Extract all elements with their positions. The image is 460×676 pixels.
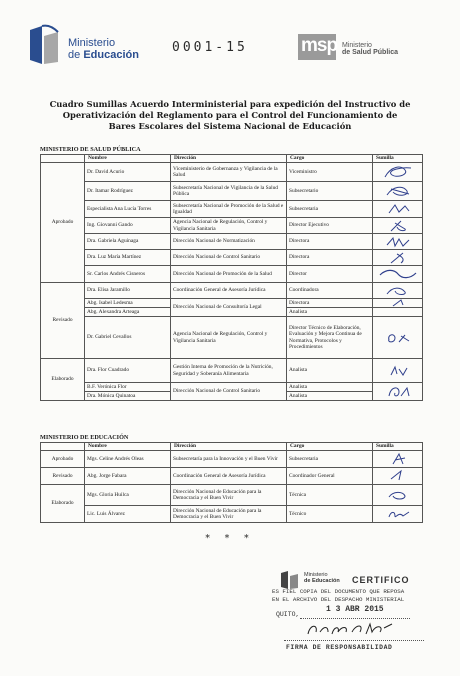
signature bbox=[373, 506, 423, 523]
direccion-cell: Dirección Nacional de Consultoría Legal bbox=[171, 299, 287, 317]
signature bbox=[373, 234, 423, 250]
table-row bbox=[41, 266, 423, 283]
title-line2: Operativización del Reglamento para el Control del Funcionamiento de bbox=[62, 110, 398, 120]
msp-logo bbox=[298, 32, 438, 68]
group-label: Aprobado bbox=[41, 451, 85, 468]
cargo-cell: Coordinador General bbox=[287, 468, 373, 485]
cargo-cell: Subsecretario bbox=[287, 182, 373, 201]
stamp-logo-line2: de Educación bbox=[304, 577, 340, 584]
direccion-cell: Agencia Nacional de Regulación, Control y Vigilancia Sanitaria bbox=[171, 317, 287, 359]
direccion-cell: Subsecretaría para la Innovación y el Buen Vivir bbox=[171, 451, 287, 468]
logo-line2-bold: Educación bbox=[83, 48, 139, 61]
direccion-cell: Dirección Nacional de Control Sanitario bbox=[171, 250, 287, 266]
msp-header-nombre: Nombre bbox=[85, 155, 171, 163]
cargo-cell: Directora bbox=[287, 234, 373, 250]
direccion-cell: Gestión Interna de Promoción de la Nutrición, Seguridad y Soberanía Alimentaria bbox=[171, 359, 287, 383]
table-row bbox=[41, 506, 423, 523]
nombre-cell: Mgs. Celine Andrés Oleas bbox=[85, 451, 171, 468]
signature bbox=[373, 451, 423, 468]
cargo-cell: Directora bbox=[287, 250, 373, 266]
stamp-line2: EN EL ARCHIVO DEL DESPACHO MINISTERIAL bbox=[272, 596, 405, 603]
group-label: Revisado bbox=[41, 283, 85, 359]
cargo-cell: Director Ejecutivo bbox=[287, 218, 373, 234]
table-row bbox=[41, 234, 423, 250]
cargo-cell: Analista bbox=[287, 383, 373, 392]
cargo-cell: Analista bbox=[287, 308, 373, 317]
title-line3: Bares Escolares del Sistema Nacional de Educación bbox=[108, 121, 352, 131]
nombre-cell: Especialista Ana Lucía Torres bbox=[85, 201, 171, 218]
nombre-cell: Dra. Luz María Martínez bbox=[85, 250, 171, 266]
nombre-cell: Abg. Jorge Fabara bbox=[85, 468, 171, 485]
direccion-cell: Agencia Nacional de Regulación, Control y Vigilancia Sanitaria bbox=[171, 218, 287, 234]
nombre-cell: Dra. Elisa Jaramillo bbox=[85, 283, 171, 299]
stamp-date-line bbox=[300, 618, 410, 619]
table-row bbox=[41, 283, 423, 299]
msp-header-group bbox=[41, 155, 85, 163]
mineduc-header-direccion: Dirección bbox=[171, 443, 287, 451]
signature bbox=[373, 468, 423, 485]
stamp-footer: FIRMA DE RESPONSABILIDAD bbox=[286, 644, 393, 651]
direccion-cell: Subsecretaría Nacional de Vigilancia de la Salud Pública bbox=[171, 182, 287, 201]
nombre-cell: Abg. Alexandra Arteaga bbox=[85, 308, 171, 317]
ministerio-educacion-logo bbox=[28, 24, 148, 70]
logo-emblem-icon bbox=[28, 24, 68, 68]
mineduc-table bbox=[40, 442, 423, 523]
direccion-cell: Dirección Nacional de Promoción de la Salud bbox=[171, 266, 287, 283]
nombre-cell: Dr. Itamar Rodríguez bbox=[85, 182, 171, 201]
nombre-cell: Lic. Luis Álvarez bbox=[85, 506, 171, 523]
logo-line2-prefix: de bbox=[68, 48, 81, 61]
table-row bbox=[41, 299, 423, 308]
direccion-cell: Viceministerio de Gobernanza y Vigilancia de la Salud bbox=[171, 163, 287, 182]
signature bbox=[373, 163, 423, 182]
mineduc-section-heading: MINISTERIO DE EDUCACIÓN bbox=[40, 434, 129, 441]
nombre-cell: Dra. Flor Cuadrado bbox=[85, 359, 171, 383]
table-row bbox=[41, 250, 423, 266]
certification-stamp bbox=[270, 566, 445, 666]
table-row bbox=[41, 359, 423, 383]
msp-header-direccion: Dirección bbox=[171, 155, 287, 163]
nombre-cell: Dra. Mónica Quinatoa bbox=[85, 392, 171, 401]
signature bbox=[373, 250, 423, 266]
cargo-cell: Viceministro bbox=[287, 163, 373, 182]
nombre-cell: Mgs. Gloria Huilca bbox=[85, 485, 171, 506]
nombre-cell: Dra. Gabriela Aguinaga bbox=[85, 234, 171, 250]
table-row bbox=[41, 468, 423, 485]
mineduc-header-cargo: Cargo bbox=[287, 443, 373, 451]
stamp-title: CERTIFICO bbox=[352, 575, 410, 585]
nombre-cell: Dr. David Acurio bbox=[85, 163, 171, 182]
cargo-cell: Directora bbox=[287, 299, 373, 308]
direccion-cell: Dirección Nacional de Educación para la Democracia y el Buen Vivir bbox=[171, 485, 287, 506]
signature bbox=[373, 283, 423, 299]
stamp-logo-line1: Ministerio bbox=[304, 572, 328, 578]
document-number: 0001-15 bbox=[172, 40, 248, 55]
direccion-cell: Dirección Nacional de Control Sanitario bbox=[171, 383, 287, 401]
stamp-line1: ES FIEL COPIA DEL DOCUMENTO QUE REPOSA bbox=[272, 588, 405, 595]
direccion-cell: Coordinación General de Asesoría Jurídica bbox=[171, 468, 287, 485]
direccion-cell: Coordinación General de Asesoría Jurídica bbox=[171, 283, 287, 299]
cargo-cell: Director Técnico de Elaboración, Evaluación y Mejora Continua de Normativa, Protocolos y Procedimientos bbox=[287, 317, 373, 359]
msp-header-cargo: Cargo bbox=[287, 155, 373, 163]
group-label: Elaborado bbox=[41, 359, 85, 401]
stamp-signature bbox=[304, 620, 394, 640]
cargo-cell: Subsecretaria bbox=[287, 451, 373, 468]
nombre-cell: Abg. Isabel Ledesma bbox=[85, 299, 171, 308]
group-label: Aprobado bbox=[41, 163, 85, 283]
table-row bbox=[41, 218, 423, 234]
direccion-cell: Dirección Nacional de Educación para la Democracia y el Buen Vivir bbox=[171, 506, 287, 523]
group-label: Elaborado bbox=[41, 485, 85, 523]
table-row bbox=[41, 182, 423, 201]
separator: * * * bbox=[205, 534, 255, 544]
direccion-cell: Dirección Nacional de Normatización bbox=[171, 234, 287, 250]
signature bbox=[373, 383, 423, 401]
table-row bbox=[41, 383, 423, 392]
msp-letters: msp bbox=[301, 35, 338, 56]
direccion-cell: Subsecretaría Nacional de Promoción de la Salud e Igualdad bbox=[171, 201, 287, 218]
nombre-cell: Sr. Carlos Andrés Cisneros bbox=[85, 266, 171, 283]
cargo-cell: Técnico bbox=[287, 506, 373, 523]
nombre-cell: Dr. Gabriel Cevallos bbox=[85, 317, 171, 359]
signature bbox=[373, 182, 423, 201]
signature bbox=[373, 201, 423, 218]
stamp-signature-line bbox=[284, 640, 424, 641]
signature bbox=[373, 299, 423, 308]
msp-table bbox=[40, 154, 423, 401]
signature bbox=[373, 317, 423, 359]
cargo-cell: Coordinadora bbox=[287, 283, 373, 299]
table-row bbox=[41, 163, 423, 182]
stamp-date: 1 3 ABR 2015 bbox=[326, 605, 384, 614]
document-title bbox=[10, 99, 450, 132]
stamp-logo-icon bbox=[280, 570, 302, 590]
msp-logo-line2: de Salud Pública bbox=[342, 49, 399, 57]
logo-line1: Ministerio bbox=[68, 37, 116, 49]
cargo-cell: Analista bbox=[287, 359, 373, 383]
cargo-cell: Analista bbox=[287, 392, 373, 401]
msp-logo-line1: Ministerio bbox=[342, 42, 372, 49]
signature bbox=[373, 218, 423, 234]
msp-section-heading: MINISTERIO DE SALUD PÚBLICA bbox=[40, 146, 141, 153]
nombre-cell: B.F. Verónica Flor bbox=[85, 383, 171, 392]
table-row bbox=[41, 451, 423, 468]
cargo-cell: Técnica bbox=[287, 485, 373, 506]
signature bbox=[373, 266, 423, 283]
title-line1: Cuadro Sumillas Acuerdo Interministerial para expedición del Instructivo de bbox=[49, 99, 411, 109]
msp-header-sumilla: Sumilla bbox=[373, 155, 423, 163]
mineduc-header-group bbox=[41, 443, 85, 451]
cargo-cell: Director bbox=[287, 266, 373, 283]
stamp-city: QUITO, bbox=[276, 611, 300, 618]
group-label: Revisado bbox=[41, 468, 85, 485]
signature bbox=[373, 359, 423, 383]
signature bbox=[373, 308, 423, 317]
table-row bbox=[41, 485, 423, 506]
nombre-cell: Ing. Giovanni Gando bbox=[85, 218, 171, 234]
table-row bbox=[41, 317, 423, 359]
mineduc-header-nombre: Nombre bbox=[85, 443, 171, 451]
table-row bbox=[41, 201, 423, 218]
cargo-cell: Subsecretaria bbox=[287, 201, 373, 218]
mineduc-header-sumilla: Sumilla bbox=[373, 443, 423, 451]
signature bbox=[373, 485, 423, 506]
